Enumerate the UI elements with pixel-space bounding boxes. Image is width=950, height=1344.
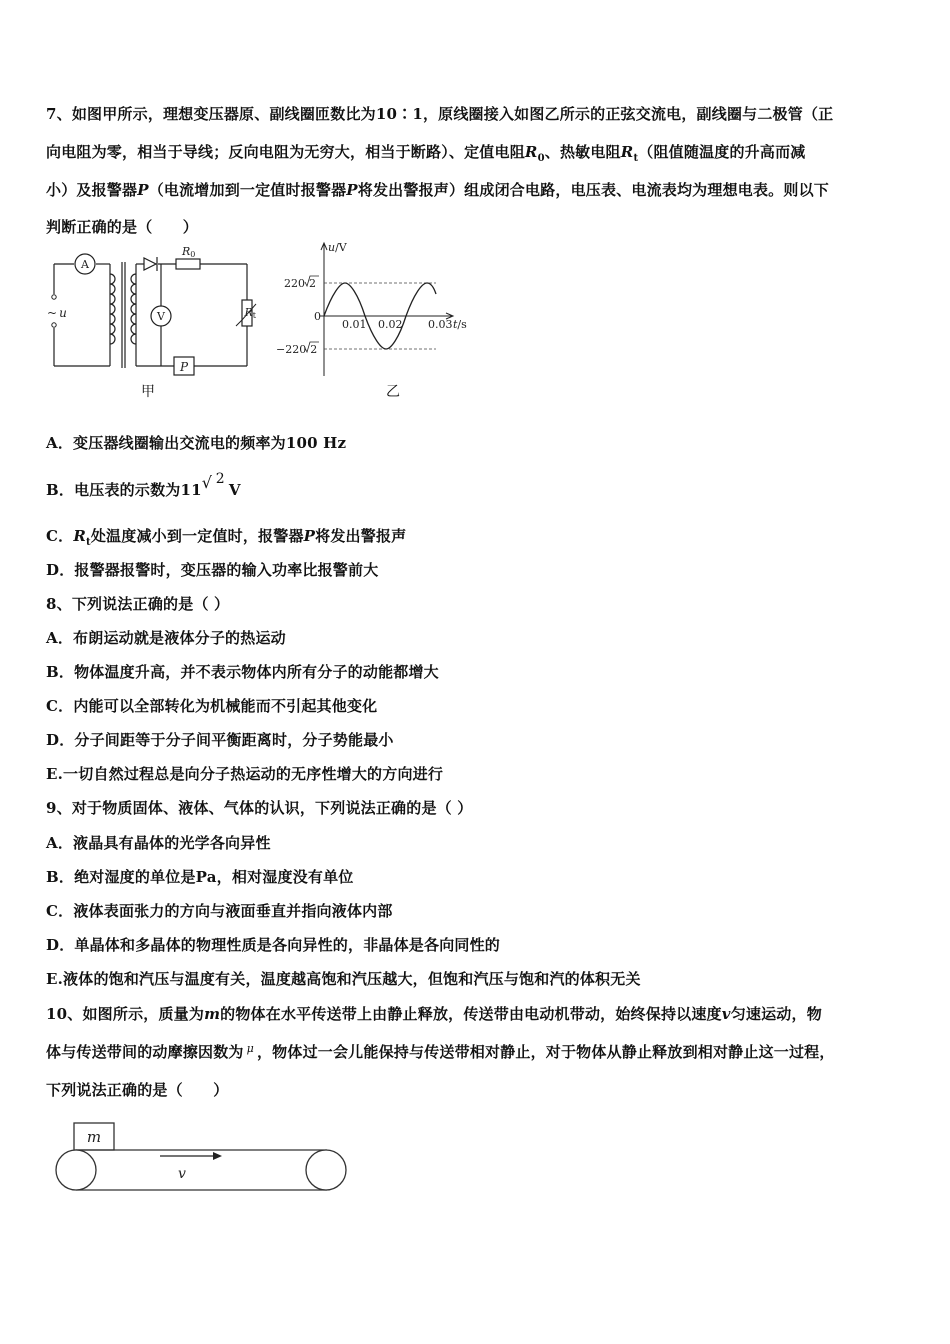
q9-option-d: D．单晶体和多晶体的物理性质是各向异性的，非晶体是各向同性的 [46, 936, 501, 954]
resistor-r0-label: R0 [182, 246, 196, 259]
source-label: ~ u [47, 306, 67, 320]
resistor-r0-icon [176, 259, 200, 269]
x-tick-003: 0.03 [428, 318, 453, 331]
left-roller-icon [56, 1150, 96, 1190]
q8-option-a: A．布朗运动就是液体分子的热运动 [46, 629, 286, 647]
x-label: t/s [453, 318, 467, 331]
q9-option-b: B．绝对湿度的单位是Pa，相对湿度没有单位 [46, 868, 354, 886]
figure-caption-yi: 乙 [386, 384, 400, 400]
ammeter-label: A [81, 258, 89, 271]
velocity-label: v [178, 1166, 186, 1182]
x-tick-002: 0.02 [378, 318, 403, 331]
q8-option-e: E.一切自然过程总是向分子热运动的无序性增大的方向进行 [46, 765, 444, 783]
q7-stem-line4: 判断正确的是（ ） [46, 218, 199, 236]
thermistor-rt-label: Rt [244, 306, 256, 320]
y-tick-negative: −220 2 [276, 343, 318, 356]
q10-stem-line1: 10、如图所示，质量为m的物体在水平传送带上由静止释放，传送带由电动机带动，始终保持以速度v匀速运动，物 [46, 1005, 822, 1023]
q7-stem-line1: 7、如图甲所示，理想变压器原、副线圈匝数比为10∶1，原线圈接入如图乙所示的正弦交流电，副线圈与二极管（正 [46, 105, 834, 123]
q7-option-a: A．变压器线圈输出交流电的频率为100 Hz [46, 434, 347, 452]
diode-icon [144, 257, 157, 271]
q10-stem-line2: 体与传送带间的动摩擦因数为 $^\mu$ ，物体过一会儿能保持与传送带相对静止，对于物体从静止释放到相对静止这一过程， [46, 1042, 835, 1061]
q8-option-c: C．内能可以全部转化为机械能而不引起其他变化 [46, 697, 378, 715]
figure-caption-jia: 甲 [141, 384, 155, 400]
q8-option-b: B．物体温度升高，并不表示物体内所有分子的动能都增大 [46, 663, 439, 681]
circuit-diagram [44, 246, 259, 376]
right-roller-icon [306, 1150, 346, 1190]
q7-option-b: B．电压表的示数为11 √ 2V [46, 471, 241, 499]
q8-option-d: D．分子间距等于分子间平衡距离时，分子势能最小 [46, 731, 394, 749]
voltmeter-label: V [157, 310, 165, 323]
conveyor-belt-diagram [52, 1120, 352, 1196]
q9-stem: 9、对于物质固体、液体、气体的认识，下列说法正确的是（ ） [46, 799, 473, 817]
q9-option-e: E.液体的饱和汽压与温度有关，温度越高饱和汽压越大，但饱和汽压与饱和汽的体积无关 [46, 970, 641, 988]
q9-option-a: A．液晶具有晶体的光学各向异性 [46, 834, 271, 852]
source-terminal-icon [52, 295, 56, 299]
block-m-label: m [86, 1128, 102, 1146]
sine-wave-graph [276, 238, 476, 378]
q9-option-c: C．液体表面张力的方向与液面垂直并指向液体内部 [46, 902, 393, 920]
y-tick-positive: 220 2 [284, 277, 316, 290]
y-tick-zero: 0 [314, 310, 321, 323]
source-terminal-icon [52, 323, 56, 327]
alarm-p-label: P [179, 360, 189, 374]
sqrt-sign-icon: √ [201, 473, 213, 492]
q10-stem-line3: 下列说法正确的是（ ） [46, 1081, 229, 1099]
q7-stem-line3: 小）及报警器P（电流增加到一定值时报警器P将发出警报声）组成闭合电路，电压表、电流表均为理想电表。则以下 [46, 181, 829, 199]
q7-option-c: C．$R_t$处温度减小到一定值时，报警器P将发出警报声 [46, 527, 407, 548]
y-label: u/V [328, 241, 347, 254]
q8-stem: 8、下列说法正确的是（ ） [46, 595, 230, 613]
q7-option-d: D．报警器报警时，变压器的输入功率比报警前大 [46, 561, 379, 579]
q7-stem-line2: 向电阻为零，相当于导线；反向电阻为无穷大，相当于断路）、定值电阻$R_0$、热敏电阻$R_t$（阻值随温度的升高而减 [46, 143, 806, 164]
x-tick-001: 0.01 [342, 318, 367, 331]
